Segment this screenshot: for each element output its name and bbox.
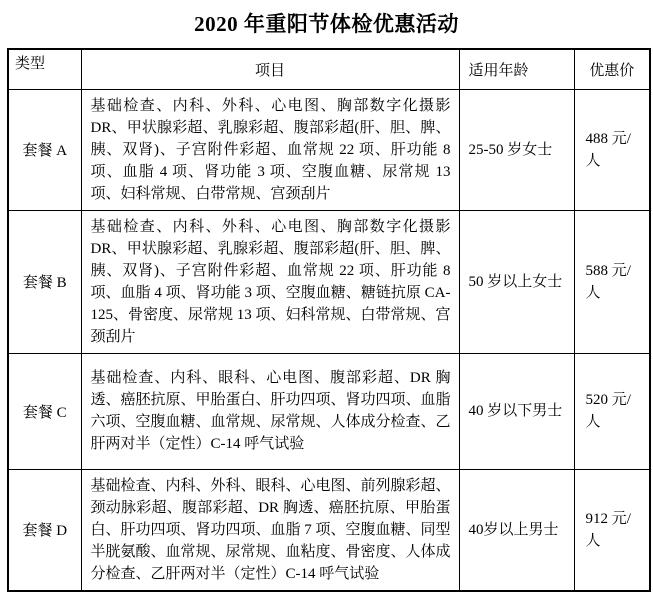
column-header-items: 项目 bbox=[81, 49, 459, 89]
package-price-cell: 488 元/人 bbox=[574, 89, 650, 210]
table-row-package-b bbox=[8, 210, 650, 353]
package-items-cell: 基础检查、内科、外科、心电图、胸部数字化摄影 DR、甲状腺彩超、乳腺彩超、腹部彩超(肝、胆、脾、胰、双肾)、子宫附件彩超、血常规 22 项、肝功能 8 项、血脂 4 项、肾功能 3 项、空腹血糖、尿常规 13 项、妇科常规、白带常规、宫颈刮片 bbox=[81, 89, 459, 210]
column-header-age: 适用年龄 bbox=[459, 49, 574, 89]
table-row-package-d bbox=[8, 469, 650, 591]
checkup-offers-table bbox=[7, 48, 651, 592]
package-age-cell: 40岁以上男士 bbox=[459, 469, 574, 591]
package-price-cell: 912 元/人 bbox=[574, 469, 650, 591]
package-price-cell: 588 元/人 bbox=[574, 210, 650, 353]
package-age-cell: 40 岁以下男士 bbox=[459, 353, 574, 469]
package-type-cell: 套餐 A bbox=[8, 89, 81, 210]
package-type-cell: 套餐 C bbox=[8, 353, 81, 469]
package-age-cell: 50 岁以上女士 bbox=[459, 210, 574, 353]
package-items-cell: 基础检查、内科、外科、心电图、胸部数字化摄影 DR、甲状腺彩超、乳腺彩超、腹部彩超(肝、胆、脾、胰、双肾)、子宫附件彩超、血常规 22 项、肝功能 8 项、血脂 4 项、肾功能 3 项、空腹血糖、糖链抗原 CA-125、骨密度、尿常规 13 项、妇科常规、白带常规、宫颈刮片 bbox=[81, 210, 459, 353]
table-row-package-c bbox=[8, 353, 650, 469]
column-header-price: 优惠价 bbox=[574, 49, 650, 89]
package-items-cell: 基础检查、内科、外科、眼科、心电图、前列腺彩超、颈动脉彩超、腹部彩超、DR 胸透、癌胚抗原、甲胎蛋白、肝功四项、肾功四项、血脂 7 项、空腹血糖、同型半胱氨酸、血常规、尿常规、血粘度、骨密度、人体成分检查、乙肝两对半（定性）C-14 呼气试验 bbox=[81, 469, 459, 591]
table-row-package-a bbox=[8, 89, 650, 210]
package-price-cell: 520 元/人 bbox=[574, 353, 650, 469]
package-age-cell: 25-50 岁女士 bbox=[459, 89, 574, 210]
table-header-row bbox=[8, 49, 650, 89]
column-header-type: 类型 bbox=[8, 49, 81, 89]
package-type-cell: 套餐 B bbox=[8, 210, 81, 353]
package-items-cell: 基础检查、内科、眼科、心电图、腹部彩超、DR 胸透、癌胚抗原、甲胎蛋白、肝功四项、肾功四项、血脂六项、空腹血糖、血常规、尿常规、人体成分检查、乙肝两对半（定性）C-14 呼气试验 bbox=[81, 353, 459, 469]
package-type-cell: 套餐 D bbox=[8, 469, 81, 591]
page-title: 2020 年重阳节体检优惠活动 bbox=[194, 12, 459, 36]
